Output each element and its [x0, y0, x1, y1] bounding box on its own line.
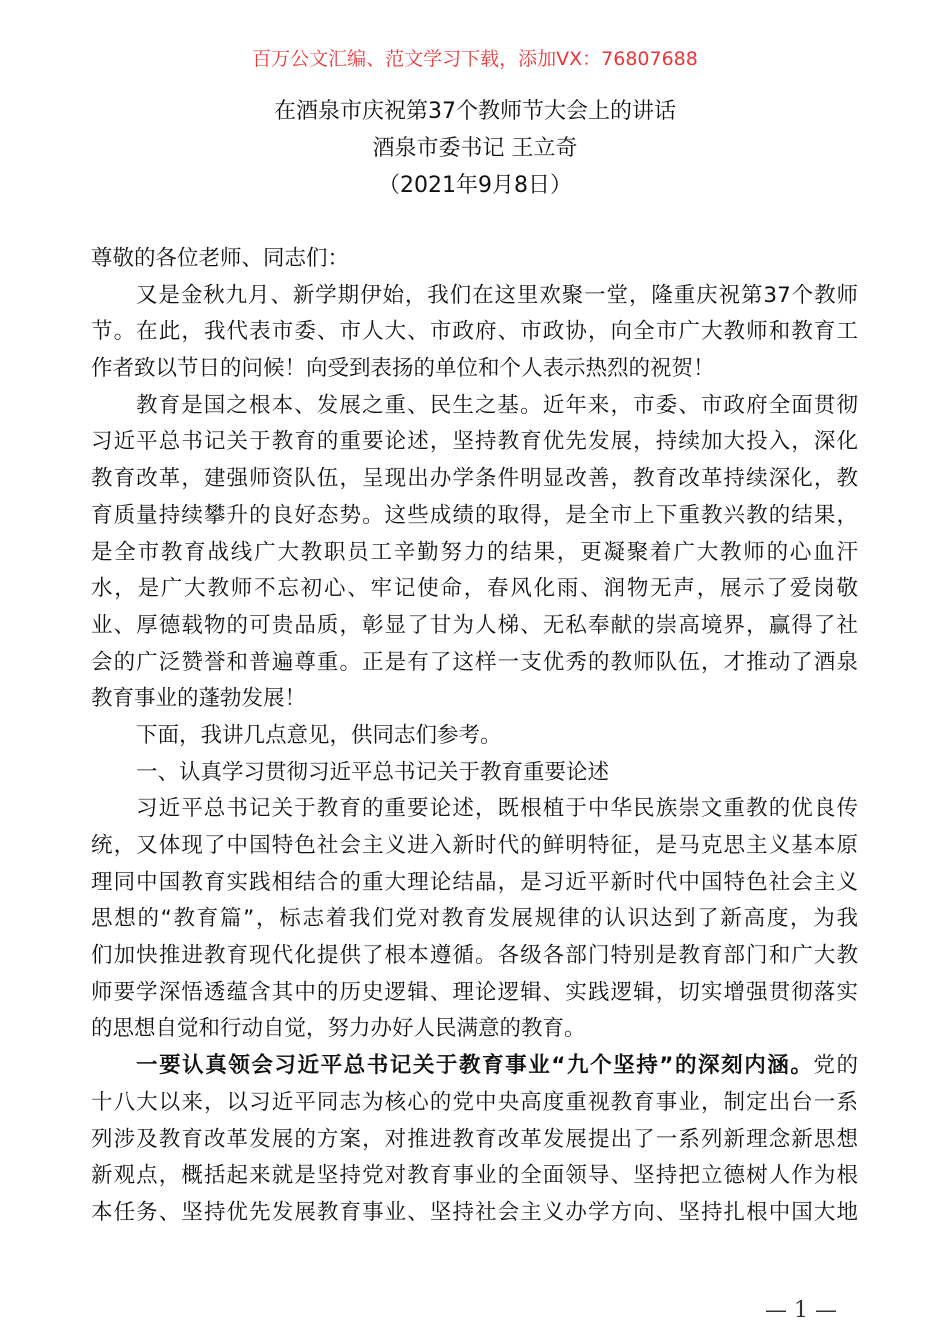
paragraph-line: 习近平总书记关于教育的重要论述，既根植于中华民族崇文重教的优良传 [136, 796, 858, 822]
paragraph [91, 388, 858, 718]
document-author: 酒泉市委书记 王立奇 [372, 136, 578, 161]
paragraph [91, 241, 858, 278]
paragraph-line: 师要学深悟透蕴含其中的历史逻辑、理论逻辑、实践逻辑，切实增强贯彻落实 [91, 979, 858, 1005]
paragraph [91, 718, 858, 755]
paragraph-line: 一、认真学习贯彻习近平总书记关于教育重要论述 [136, 759, 610, 785]
paragraph-line: 思想的“教育篇”，标志着我们党对教育发展规律的认识达到了新高度，为我 [91, 906, 858, 932]
paragraph [91, 791, 858, 1048]
paragraph-line: 节。在此，我代表市委、市人大、市政府、市政协，向全市广大教师和教育工 [91, 319, 858, 345]
paragraph-line: 尊敬的各位老师、同志们： [91, 246, 350, 271]
paragraph-line: 会的广泛赞誉和普遍尊重。正是有了这样一支优秀的教师队伍，才推动了酒泉 [91, 649, 858, 675]
paragraph-line: 是全市教育战线广大教职员工辛勤努力的结果，更凝聚着广大教师的心血汗 [91, 539, 858, 565]
bold-lead-sentence: 一要认真领会习近平总书记关于教育事业“九个坚持”的深刻内涵。 [136, 1053, 814, 1079]
paragraph-line: 下面，我讲几点意见，供同志们参考。 [136, 722, 502, 748]
page-number: — 1 — [765, 1298, 837, 1323]
paragraph-line: 教育是国之根本、发展之重、民生之基。近年来，市委、市政府全面贯彻 [136, 392, 858, 418]
paragraph-line: 教育事业的蓬勃发展！ [91, 686, 307, 712]
paragraph-line: 作者致以节日的问候！向受到表扬的单位和个人表示热烈的祝贺！ [91, 356, 715, 382]
paragraph-line: 习近平总书记关于教育的重要论述，坚持教育优先发展，持续加大投入，深化 [91, 429, 858, 455]
paragraph [91, 1048, 858, 1231]
paragraph-line: 们加快推进教育现代化提供了根本遵循。各级各部门特别是教育部门和广大教 [91, 943, 858, 969]
document-title: 在酒泉市庆祝第37个教师节大会上的讲话 [274, 99, 676, 124]
paragraph-line [91, 1048, 858, 1085]
paragraph-line: 育质量持续攀升的良好态势。这些成绩的取得，是全市上下重教兴教的结果， [91, 502, 858, 528]
paragraph-line: 又是金秋九月、新学期伊始，我们在这里欢聚一堂，隆重庆祝第37个教师 [136, 282, 858, 308]
paragraph-line: 业、厚德载物的可贵品质，彰显了甘为人梯、无私奉献的崇高境界，赢得了社 [91, 612, 858, 638]
paragraph-line: 新观点，概括起来就是坚持党对教育事业的全面领导、坚持把立德树人作为根 [91, 1163, 858, 1189]
paragraph [91, 278, 858, 388]
paragraph-line: 本任务、坚持优先发展教育事业、坚持社会主义办学方向、坚持扎根中国大地 [91, 1199, 858, 1225]
paragraph-line: 十八大以来，以习近平同志为核心的党中央高度重视教育事业，制定出台一系 [91, 1089, 858, 1115]
paragraph-line: 理同中国教育实践相结合的重大理论结晶，是习近平新时代中国特色社会主义 [91, 869, 858, 895]
paragraph [91, 755, 858, 792]
document-body [91, 241, 858, 1232]
paragraph-line: 教育改革，建强师资队伍，呈现出办学条件明显改善，教育改革持续深化，教 [91, 466, 858, 492]
paragraph-line: 水，是广大教师不忘初心、牢记使命，春风化雨、润物无声，展示了爱岗敬 [91, 576, 858, 602]
paragraph-line: 统，又体现了中国特色社会主义进入新时代的鲜明特征，是马克思主义基本原 [91, 833, 858, 858]
paragraph-line: 列涉及教育改革发展的方案，对推进教育改革发展提出了一系列新理念新思想 [91, 1126, 858, 1152]
watermark-banner: 百万公文汇编、范文学习下载，添加VX：76807688 [252, 48, 698, 70]
line-text: 党的 [813, 1053, 858, 1079]
paragraph-line: 的思想自觉和行动自觉，努力办好人民满意的教育。 [91, 1016, 586, 1042]
document-date: （2021年9月8日） [378, 173, 572, 198]
